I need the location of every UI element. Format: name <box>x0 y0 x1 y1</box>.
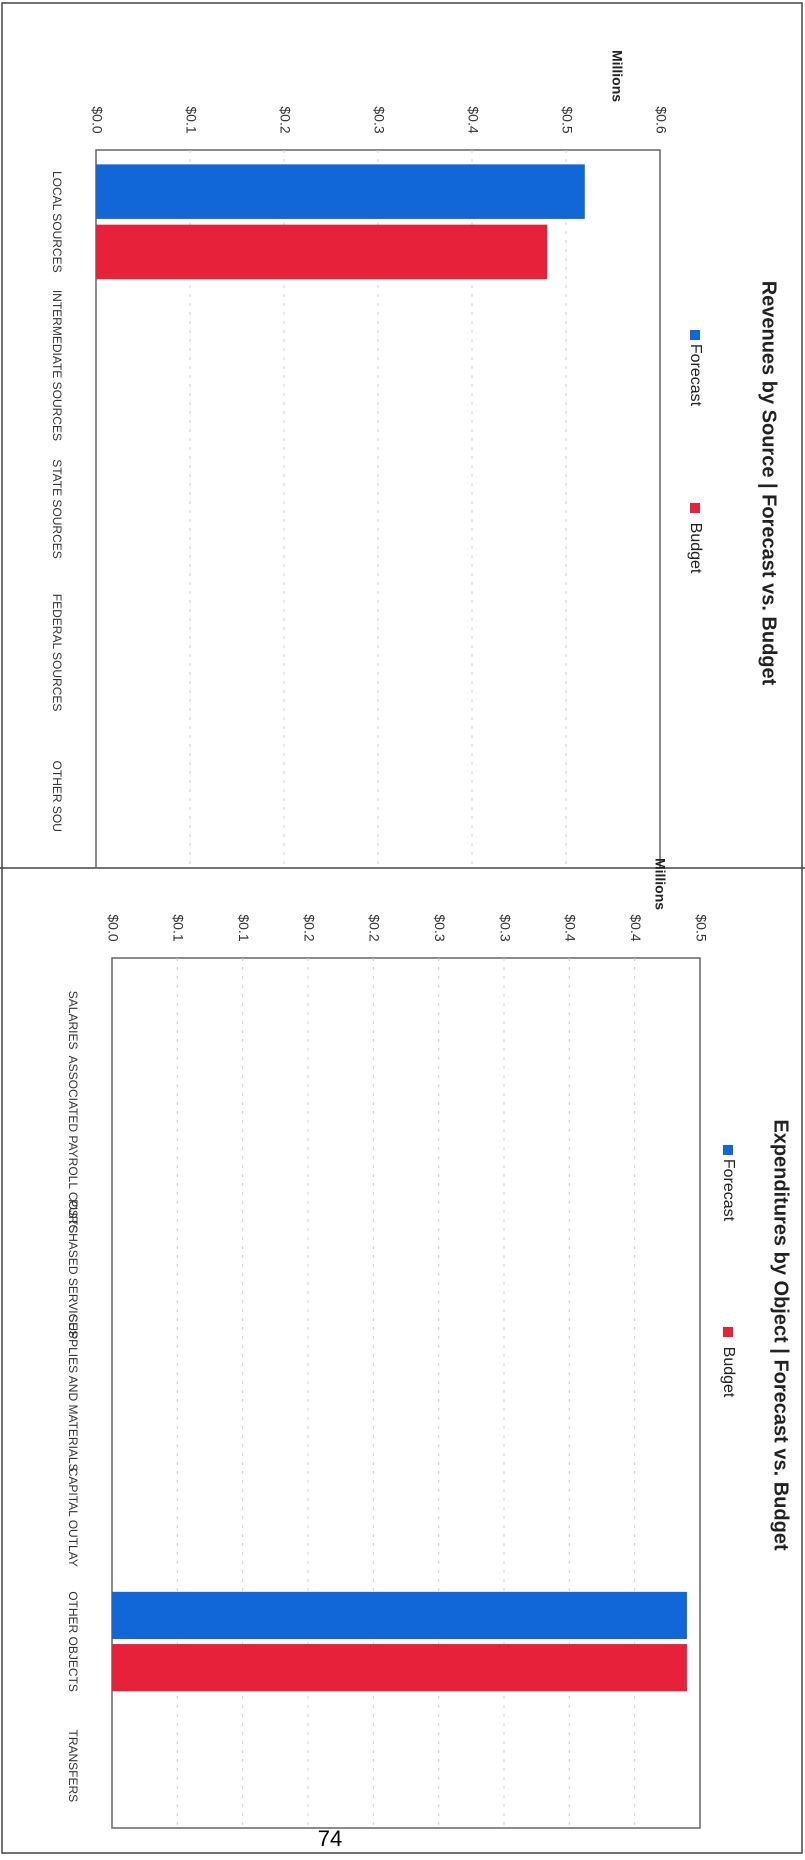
units-label: Millions <box>609 49 626 103</box>
units-label: Millions <box>652 857 669 911</box>
chart-2 <box>66 858 792 1828</box>
category-label: SALARIES <box>65 990 80 1050</box>
y-tick-label: $0.2 <box>301 914 318 942</box>
legend-label-forecast: Forecast <box>719 1158 737 1222</box>
category-label: SUPPLIES AND MATERIALS <box>65 1314 80 1472</box>
y-tick-label: $0.2 <box>366 914 383 942</box>
y-tick-label: $0.1 <box>170 914 187 942</box>
category-label: INTERMEDIATE SOURCES <box>49 289 64 441</box>
category-label: OTHER OBJECTS <box>65 1591 80 1692</box>
y-tick-label: $0.0 <box>89 106 106 134</box>
y-tick-label: $0.5 <box>559 106 576 134</box>
y-tick-label: $0.2 <box>277 106 294 134</box>
y-tick-label: $0.3 <box>497 914 514 942</box>
category-label: TRANSFERS <box>65 1729 80 1803</box>
bar-forecast <box>96 164 585 219</box>
y-tick-label: $0.1 <box>183 106 200 134</box>
bar-budget <box>96 225 547 280</box>
legend-label-forecast: Forecast <box>686 343 704 407</box>
y-tick-label: $0.0 <box>105 914 122 942</box>
legend-swatch-budget <box>690 503 700 513</box>
category-label: PURCHASED SERVICES <box>65 1199 80 1339</box>
y-tick-label: $0.4 <box>627 914 644 942</box>
y-tick-label: $0.4 <box>465 106 482 134</box>
y-tick-label: $0.6 <box>653 106 670 134</box>
chart-1 <box>50 50 780 868</box>
charts <box>50 50 792 1828</box>
plot-area <box>112 958 700 1828</box>
legend-swatch-forecast <box>723 1145 733 1155</box>
category-label: ASSOCIATED PAYROLL COSTS <box>65 1055 80 1234</box>
chart-title: Revenues by Source | Forecast vs. Budget <box>757 280 780 686</box>
legend-label-budget: Budget <box>719 1346 737 1398</box>
y-tick-label: $0.4 <box>562 914 579 942</box>
category-label: STATE SOURCES <box>49 459 64 559</box>
category-label: OTHER SOU <box>49 760 64 832</box>
chart-title: Expenditures by Object | Forecast vs. Budget <box>769 1119 792 1551</box>
bar-forecast <box>112 1592 687 1639</box>
page-number: 74 <box>317 1826 343 1851</box>
category-label: FEDERAL SOURCES <box>49 593 64 712</box>
category-label: CAPITAL OUTLAY <box>65 1467 80 1567</box>
y-tick-label: $0.1 <box>235 914 252 942</box>
legend-swatch-budget <box>723 1327 733 1337</box>
y-tick-label: $0.3 <box>371 106 388 134</box>
bar-budget <box>112 1644 687 1691</box>
legend-swatch-forecast <box>690 330 700 340</box>
legend-label-budget: Budget <box>686 522 704 574</box>
y-tick-label: $0.3 <box>431 914 448 942</box>
y-tick-label: $0.5 <box>693 914 710 942</box>
category-label: LOCAL SOURCES <box>49 171 64 273</box>
